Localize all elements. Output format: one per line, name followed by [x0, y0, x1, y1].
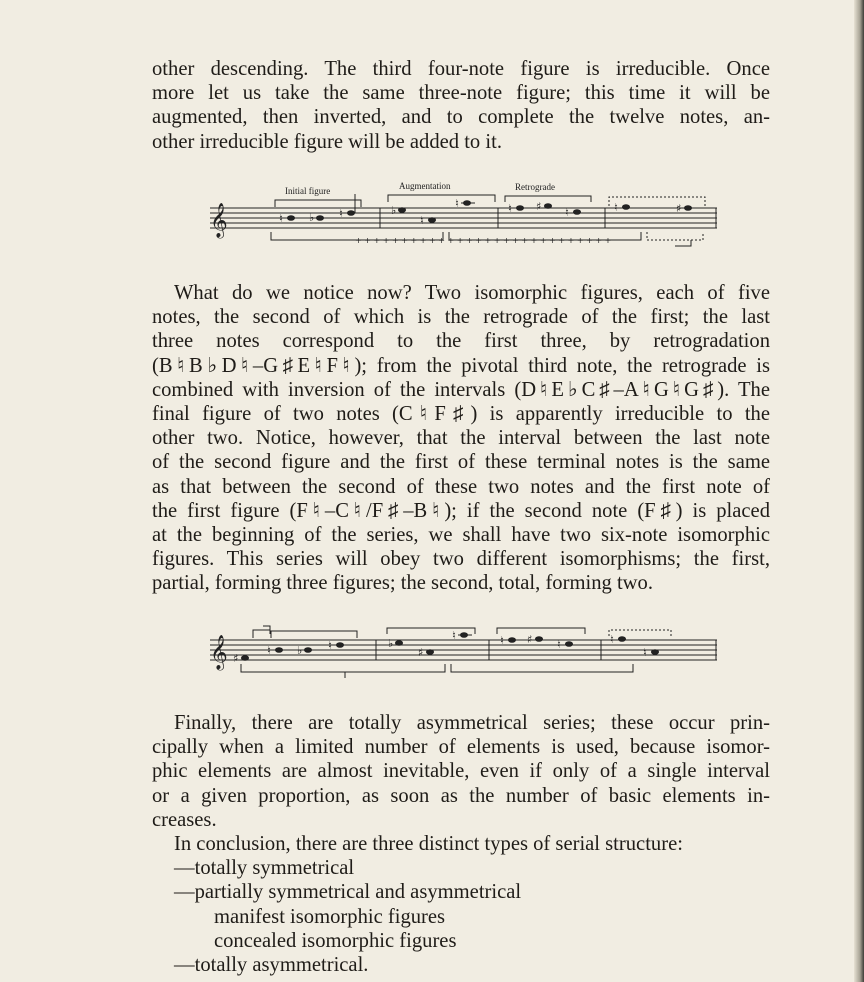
svg-text:♮: ♮: [339, 207, 343, 220]
svg-text:♮: ♮: [565, 206, 569, 219]
list-item: —partially symmetrical and asymmetrical: [174, 881, 522, 904]
list-item: —totally symmetrical: [174, 857, 355, 880]
lower-brackets: [241, 664, 633, 678]
text-line: combined with inversion of the intervals (D♮E♭C♯–A♮G♮G♯). The: [152, 378, 770, 401]
text-line: more let us take the same three-note figure; this time it will be: [152, 82, 770, 105]
sub-list-item: manifest isomorphic figures: [214, 905, 446, 928]
svg-text:♮: ♮: [557, 638, 561, 651]
text-line: augmented, then inverted, and to complete the twelve notes, an-: [152, 106, 770, 129]
music-example-2: [205, 622, 725, 684]
text-line: other descending. The third four-note figure is irreducible. Once: [152, 58, 770, 80]
paragraph-1: [152, 57, 770, 154]
svg-text:♭: ♭: [388, 637, 394, 650]
svg-text:♮: ♮: [455, 197, 459, 210]
list-item: —totally asymmetrical.: [174, 954, 369, 977]
music-example-1: [205, 180, 725, 252]
svg-text:♮: ♮: [614, 201, 618, 214]
svg-text:♮: ♮: [610, 633, 614, 646]
svg-text:♮: ♮: [643, 646, 647, 659]
label-retrograde: Retrograde: [515, 182, 555, 192]
svg-text:♭: ♭: [309, 211, 315, 224]
text-line: notes, the second of which is the retrograde of the first; the last: [152, 306, 770, 329]
text-line: What do we notice now? Two isomorphic figures, each of five: [174, 282, 770, 304]
sub-list-item: concealed isomorphic figures: [214, 929, 457, 952]
text-line: other two. Notice, however, that the interval between the last note: [152, 427, 770, 450]
svg-text:♮: ♮: [508, 202, 512, 215]
paragraph-2: [152, 281, 770, 596]
staff-lines: [210, 208, 717, 228]
treble-clef-icon: 𝄞: [210, 203, 228, 238]
svg-text:♭: ♭: [391, 204, 397, 217]
svg-text:♮: ♮: [279, 212, 283, 225]
treble-clef-icon: 𝄞: [210, 635, 228, 670]
svg-text:♮: ♮: [267, 644, 271, 657]
svg-text:♮: ♮: [420, 214, 424, 227]
text-line: the first figure (F♮–C♮/F♯–B♮); if the second note (F♯) is placed: [152, 499, 770, 522]
text-line: final figure of two notes (C♮F♯) is apparently irreducible to the: [152, 403, 770, 426]
paragraph-3: [152, 711, 770, 832]
svg-text:♯: ♯: [536, 200, 542, 213]
notes: [279, 194, 692, 227]
conclusion-intro: In conclusion, there are three distinct types of serial structure:: [174, 833, 683, 855]
text-line: of the second figure and the first of these terminal notes is the same: [152, 451, 770, 474]
svg-text:♭: ♭: [297, 644, 303, 657]
text-line: as that between the second of these two notes and the first note of: [152, 475, 770, 498]
label-initial-figure: Initial figure: [285, 186, 331, 196]
label-augmentation: Augmentation: [399, 181, 451, 191]
page-edge: [854, 0, 864, 982]
svg-text:♮: ♮: [328, 639, 332, 652]
text-line: creases.: [152, 808, 217, 831]
text-line: (B♮B♭D♮–G♯E♮F♮); from the pivotal third note, the retrograde is: [152, 354, 770, 377]
svg-text:♮: ♮: [500, 634, 504, 647]
text-line: three notes correspond to the first three, by retrogradation: [152, 330, 770, 353]
text-line: figures. This series will obey two different isomorphisms; the first,: [152, 548, 770, 571]
conclusion: [152, 832, 770, 977]
svg-text:♯: ♯: [676, 202, 682, 215]
svg-text:+ + + + + + + + + + + + + + +: + + + + + + + + + + + + + + + + + + + + + + + + + + + +: [355, 236, 612, 245]
svg-text:♯: ♯: [418, 646, 424, 659]
upper-brackets: [275, 195, 705, 207]
plus-markings: [355, 236, 611, 245]
text-line: partial, forming three figures; the second, total, forming two.: [152, 572, 653, 595]
text-line: at the beginning of the series, we shall have two six-note isomorphic: [152, 524, 770, 547]
staff-lines: [210, 640, 717, 660]
svg-text:♯: ♯: [233, 652, 239, 665]
text-line: phic elements are almost inevitable, even if only of a single interval: [152, 760, 770, 783]
svg-text:♮: ♮: [452, 629, 456, 642]
text-line: Finally, there are totally asymmetrical series; these occur prin-: [174, 712, 770, 734]
text-line: cipally when a limited number of elements is used, because isomor-: [152, 736, 770, 759]
text-line: other irreducible figure will be added to it.: [152, 130, 502, 153]
svg-text:♯: ♯: [527, 633, 533, 646]
text-line: or a given proportion, as soon as the number of basic elements in-: [152, 784, 770, 807]
